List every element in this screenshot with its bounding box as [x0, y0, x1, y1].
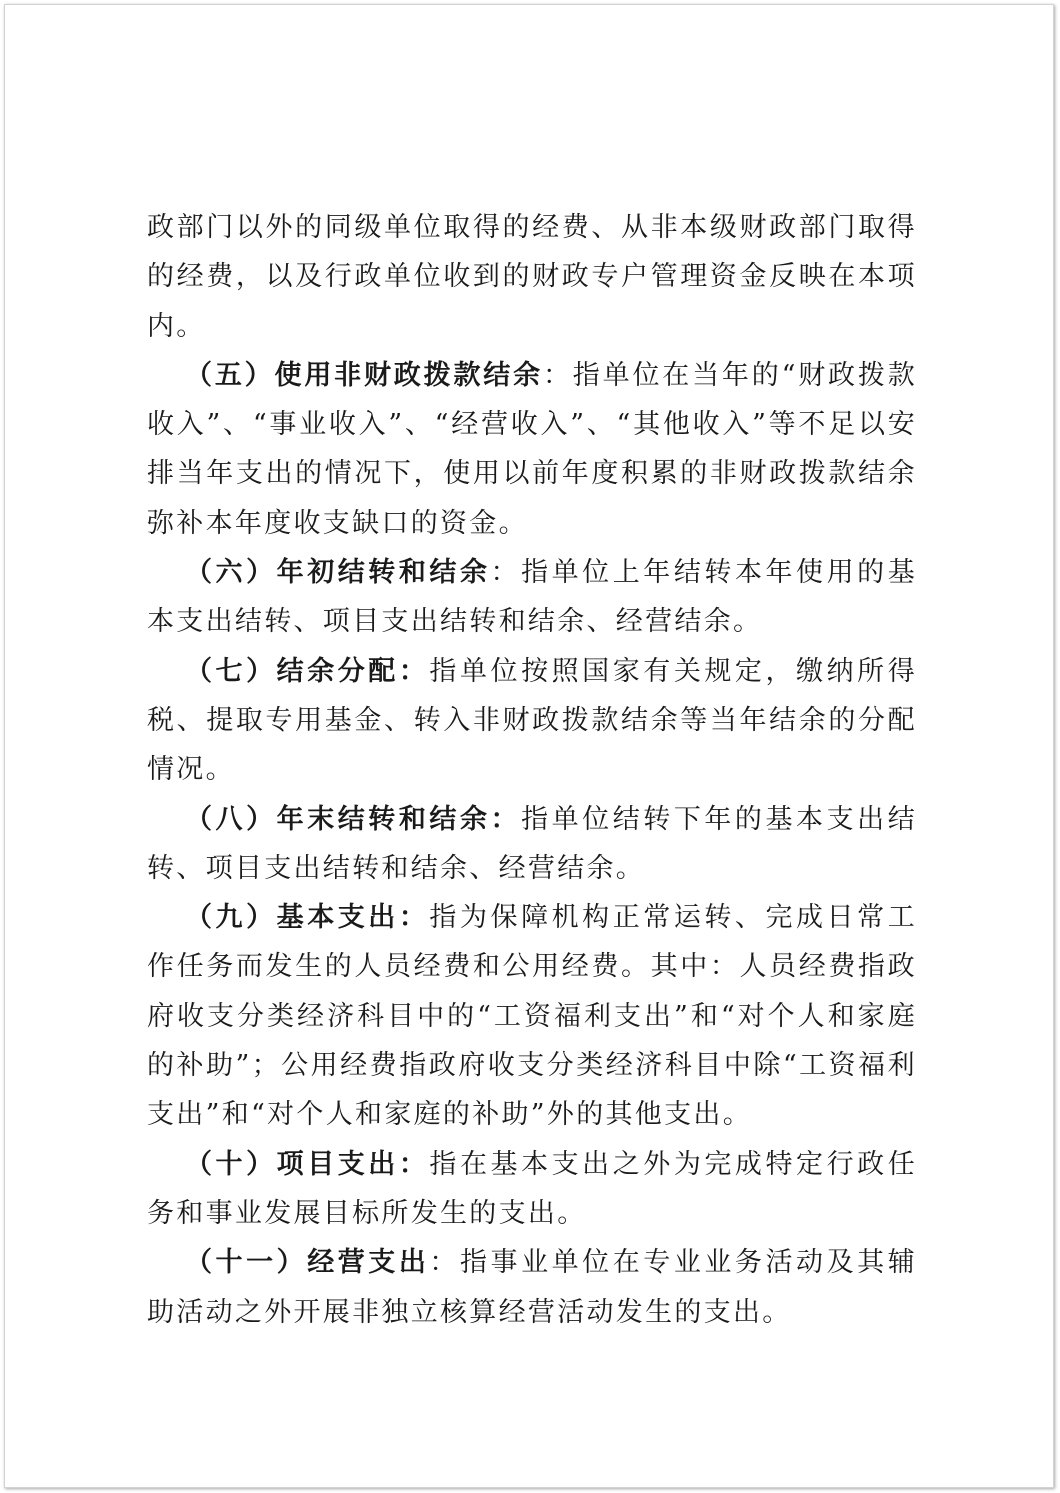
paragraph-text: 指在基本支出之外为完成特定行政任务和事业发展目标所发生的支出。 [147, 1148, 917, 1229]
paragraph-text: ：指事业单位在专业业务活动及其辅助活动之外开展非独立核算经营活动发生的支出。 [147, 1247, 917, 1328]
paragraph-item-5 [147, 351, 917, 548]
paragraph-item-10 [147, 1140, 917, 1239]
paragraph-item-11 [147, 1238, 917, 1337]
paragraph-text: 指为保障机构正常运转、完成日常工作任务而发生的人员经费和公用经费。其中：人员经费指政府收支分类经济科目中的“工资福利支出”和“对个人和家庭的补助”；公用经费指政府收支分类经济科目中除“工资福利支出”和“对个人和家庭的补助”外的其他支出。 [147, 902, 917, 1131]
paragraph-heading: （八）年末结转和结余： [185, 803, 522, 835]
paragraph-heading: （十）项目支出： [185, 1148, 430, 1180]
document-body [147, 203, 917, 1337]
paragraph-text: ：指单位上年结转本年使用的基本支出结转、项目支出结转和结余、经营结余。 [147, 557, 918, 638]
document-page [4, 4, 1054, 1488]
paragraph-heading: （七）结余分配： [185, 655, 430, 687]
paragraph-item-7 [147, 647, 917, 795]
paragraph-item-6 [147, 548, 917, 647]
paragraph-text: 指单位结转下年的基本支出结转、项目支出结转和结余、经营结余。 [147, 803, 917, 884]
paragraph-heading: （六）年初结转和结余 [185, 557, 491, 589]
paragraph-text: ：指单位在当年的“财政拨款收入”、“事业收入”、“经营收入”、“其他收入”等不足以安排当年支出的情况下，使用以前年度积累的非财政拨款结余弥补本年度收支缺口的资金。 [147, 359, 917, 539]
paragraph-text: 指单位按照国家有关规定，缴纳所得税、提取专用基金、转入非财政拨款结余等当年结余的分配情况。 [147, 655, 917, 786]
paragraph-heading: （五）使用非财政拨款结余 [185, 359, 543, 391]
paragraph-continuation [147, 203, 917, 351]
paragraph-item-9 [147, 893, 917, 1139]
paragraph-item-8 [147, 795, 917, 894]
paragraph-heading: （九）基本支出： [185, 902, 430, 934]
paragraph-heading: （十一）经营支出 [185, 1247, 430, 1279]
paragraph-text: 政部门以外的同级单位取得的经费、从非本级财政部门取得的经费，以及行政单位收到的财政专户管理资金反映在本项内。 [147, 212, 917, 342]
